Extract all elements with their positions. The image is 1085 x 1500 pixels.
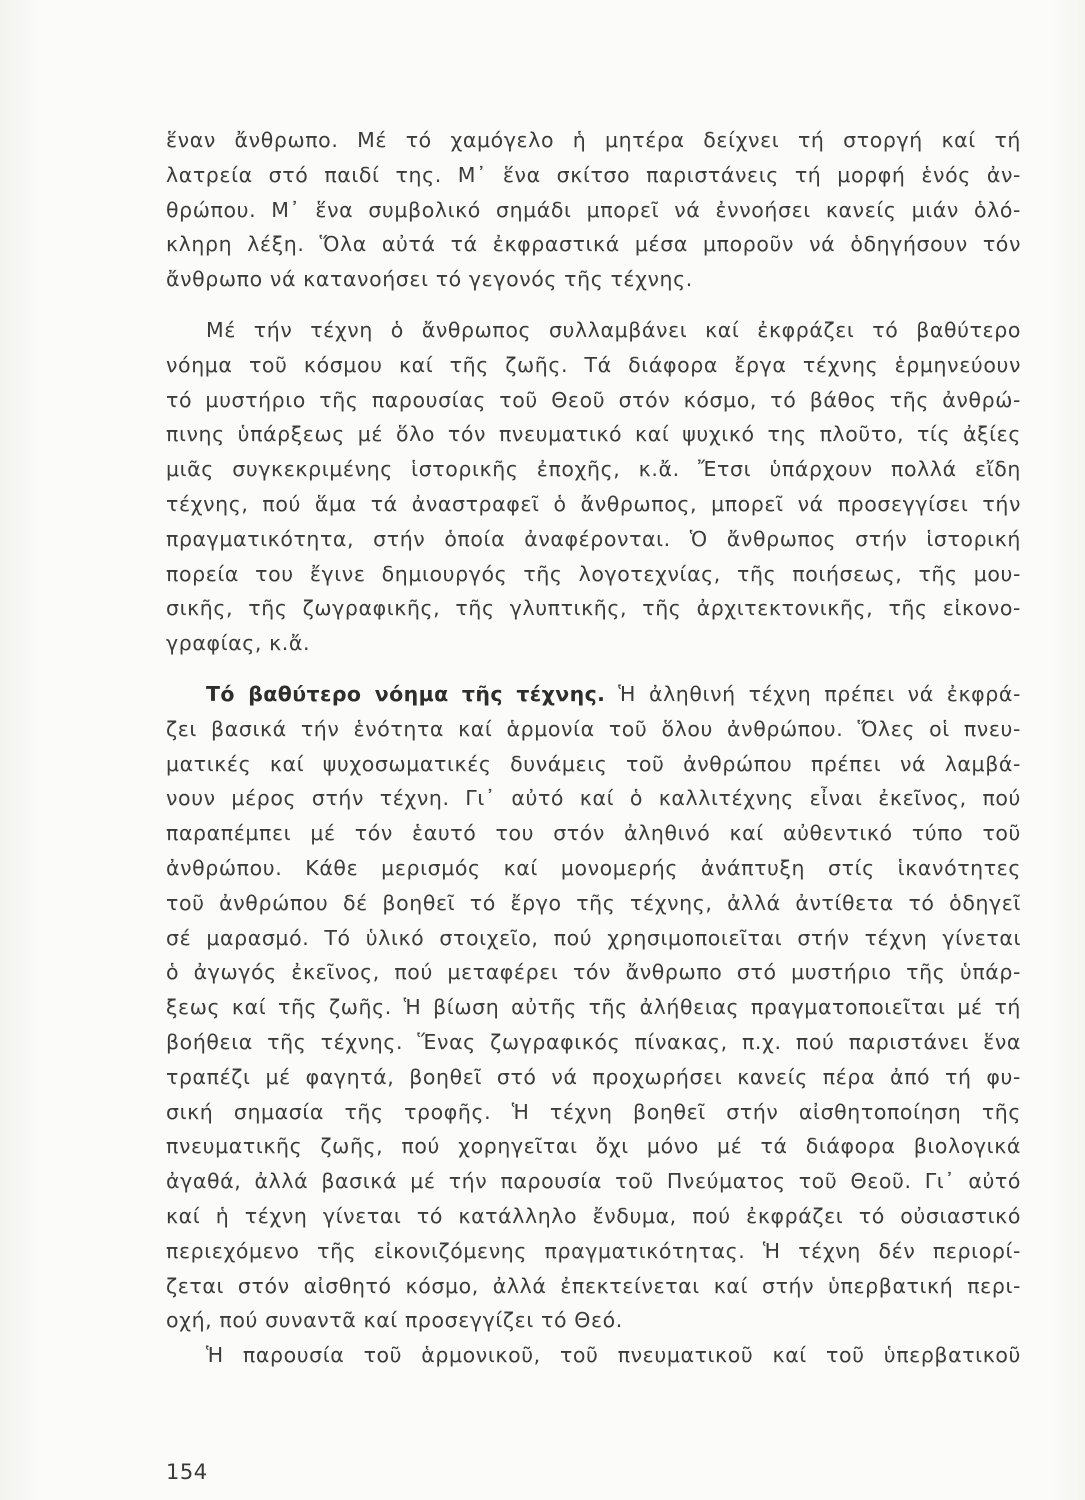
text-line: ἄνθρωπο νά κατανοήσει τό γεγονός τῆς τέχνης.	[166, 267, 693, 292]
paragraph-2	[166, 313, 1021, 661]
text-line: βοήθεια τῆς τέχνης. Ἕνας ζωγραφικός πίνακας, π.χ. πού παριστάνει ἕνα	[166, 1029, 1021, 1054]
text-line: ζει βασικά τήν ἑνότητα καί ἁρμονία τοῦ ὅλου ἀνθρώπου. Ὅλες οἱ πνευ-	[166, 716, 1021, 741]
paragraph-1	[166, 123, 1021, 297]
heading-line-rest: Ἡ ἀληθινή τέχνη πρέπει νά ἐκφρά-	[605, 681, 1021, 706]
text-line: σικῆς, τῆς ζωγραφικῆς, τῆς γλυπτικῆς, τῆς ἀρχιτεκτονικῆς, τῆς εἰκονο-	[166, 596, 1021, 621]
paragraph-gap	[166, 297, 1021, 313]
text-line: πνευματικῆς ζωῆς, πού χορηγεῖται ὄχι μόνο μέ τά διάφορα βιολογικά	[166, 1134, 1021, 1159]
text-line: νουν μέρος στήν τέχνη. Γι᾽ αὐτό καί ὁ καλλιτέχνης εἶναι ἐκεῖνος, πού	[166, 786, 1021, 811]
text-line: πινης ὑπάρξεως μέ ὅλο τόν πνευματικό καί ψυχικό της πλοῦτο, τίς ἀξίες	[166, 422, 1021, 447]
text-line: Μέ τήν τέχνη ὁ ἄνθρωπος συλλαμβάνει καί ἐκφράζει τό βαθύτερο	[206, 317, 1021, 342]
text-line: τοῦ ἀνθρώπου δέ βοηθεῖ τό ἔργο τῆς τέχνης, ἀλλά ἀντίθετα τό ὁδηγεῖ	[166, 890, 1021, 915]
text-line: ἀγαθά, ἀλλά βασικά μέ τήν παρουσία τοῦ Πνεύματος τοῦ Θεοῦ. Γι᾽ αὐτό	[166, 1169, 1021, 1194]
text-line: σέ μαρασμό. Τό ὑλικό στοιχεῖο, πού χρησιμοποιεῖται στήν τέχνη γίνεται	[166, 925, 1021, 950]
paragraph-3	[166, 677, 1021, 1338]
text-line: λατρεία στό παιδί της. Μ᾽ ἕνα σκίτσο παριστάνεις τή μορφή ἑνός ἀν-	[166, 162, 1021, 187]
text-line	[166, 677, 1021, 712]
text-line: ὁ ἀγωγός ἐκεῖνος, πού μεταφέρει τόν ἄνθρωπο στό μυστήριο τῆς ὑπάρ-	[166, 960, 1021, 985]
text-line: τό μυστήριο τῆς παρουσίας τοῦ Θεοῦ στόν κόσμο, τό βάθος τῆς ἀνθρώ-	[166, 387, 1021, 412]
text-line: τέχνης, πού ἅμα τά ἀναστραφεῖ ὁ ἄνθρωπος, μπορεῖ νά προσεγγίσει τήν	[166, 491, 1021, 516]
text-line: ξεως καί τῆς ζωῆς. Ἡ βίωση αὐτῆς τῆς ἀλήθειας πραγματοποιεῖται μέ τή	[166, 995, 1021, 1020]
text-line: γραφίας, κ.ἄ.	[166, 631, 311, 656]
text-line: πορεία του ἔγινε δημιουργός τῆς λογοτεχνίας, τῆς ποιήσεως, τῆς μου-	[166, 561, 1021, 586]
text-line: κληρη λέξη. Ὅλα αὐτά τά ἐκφραστικά μέσα μποροῦν νά ὁδηγήσουν τόν	[166, 232, 1021, 257]
text-line: νόημα τοῦ κόσμου καί τῆς ζωῆς. Τά διάφορα ἔργα τέχνης ἑρμηνεύουν	[166, 352, 1021, 377]
text-line: παραπέμπει μέ τόν ἑαυτό του στόν ἀληθινό καί αὐθεντικό τύπο τοῦ	[166, 821, 1021, 846]
section-heading: Τό βαθύτερο νόημα τῆς τέχνης.	[206, 681, 606, 706]
paragraph-4	[166, 1338, 1021, 1373]
text-line: ματικές καί ψυχοσωματικές δυνάμεις τοῦ ἀνθρώπου πρέπει νά λαμβά-	[166, 751, 1021, 776]
text-line: ἀνθρώπου. Κάθε μερισμός καί μονομερής ἀνάπτυξη στίς ἱκανότητες	[166, 855, 1021, 880]
text-line: οχή, πού συναντᾶ καί προσεγγίζει τό Θεό.	[166, 1308, 623, 1333]
text-line: πραγματικότητα, στήν ὁποία ἀναφέρονται. Ὁ ἄνθρωπος στήν ἱστορική	[166, 526, 1021, 551]
paragraph-gap	[166, 661, 1021, 677]
body-text	[166, 123, 1021, 1373]
text-line: σική σημασία τῆς τροφῆς. Ἡ τέχνη βοηθεῖ στήν αἰσθητοποίηση τῆς	[166, 1099, 1021, 1124]
text-line: ἕναν ἄνθρωπο. Μέ τό χαμόγελο ἡ μητέρα δείχνει τή στοργή καί τή	[166, 128, 1021, 152]
page-number: 154	[166, 1460, 208, 1484]
text-line: περιεχόμενο τῆς εἰκονιζόμενης πραγματικότητας. Ἡ τέχνη δέν περιορί-	[166, 1238, 1021, 1263]
text-line: τραπέζι μέ φαγητά, βοηθεῖ στό νά προχωρήσει κανείς πέρα ἀπό τή φυ-	[166, 1064, 1021, 1089]
text-line: Ἡ παρουσία τοῦ ἁρμονικοῦ, τοῦ πνευματικοῦ καί τοῦ ὑπερβατικοῦ	[206, 1343, 1021, 1368]
text-line: μιᾶς συγκεκριμένης ἱστορικῆς ἐποχῆς, κ.ἄ. Ἔτσι ὑπάρχουν πολλά εἴδη	[166, 457, 1021, 482]
text-line: ζεται στόν αἰσθητό κόσμο, ἀλλά ἐπεκτείνεται καί στήν ὑπερβατική περι-	[166, 1273, 1021, 1298]
text-line: θρώπου. Μ᾽ ἕνα συμβολικό σημάδι μπορεῖ νά ἐννοήσει κανείς μιάν ὁλό-	[166, 197, 1021, 222]
text-line: καί ἡ τέχνη γίνεται τό κατάλληλο ἔνδυμα, πού ἐκφράζει τό οὐσιαστικό	[166, 1203, 1021, 1228]
